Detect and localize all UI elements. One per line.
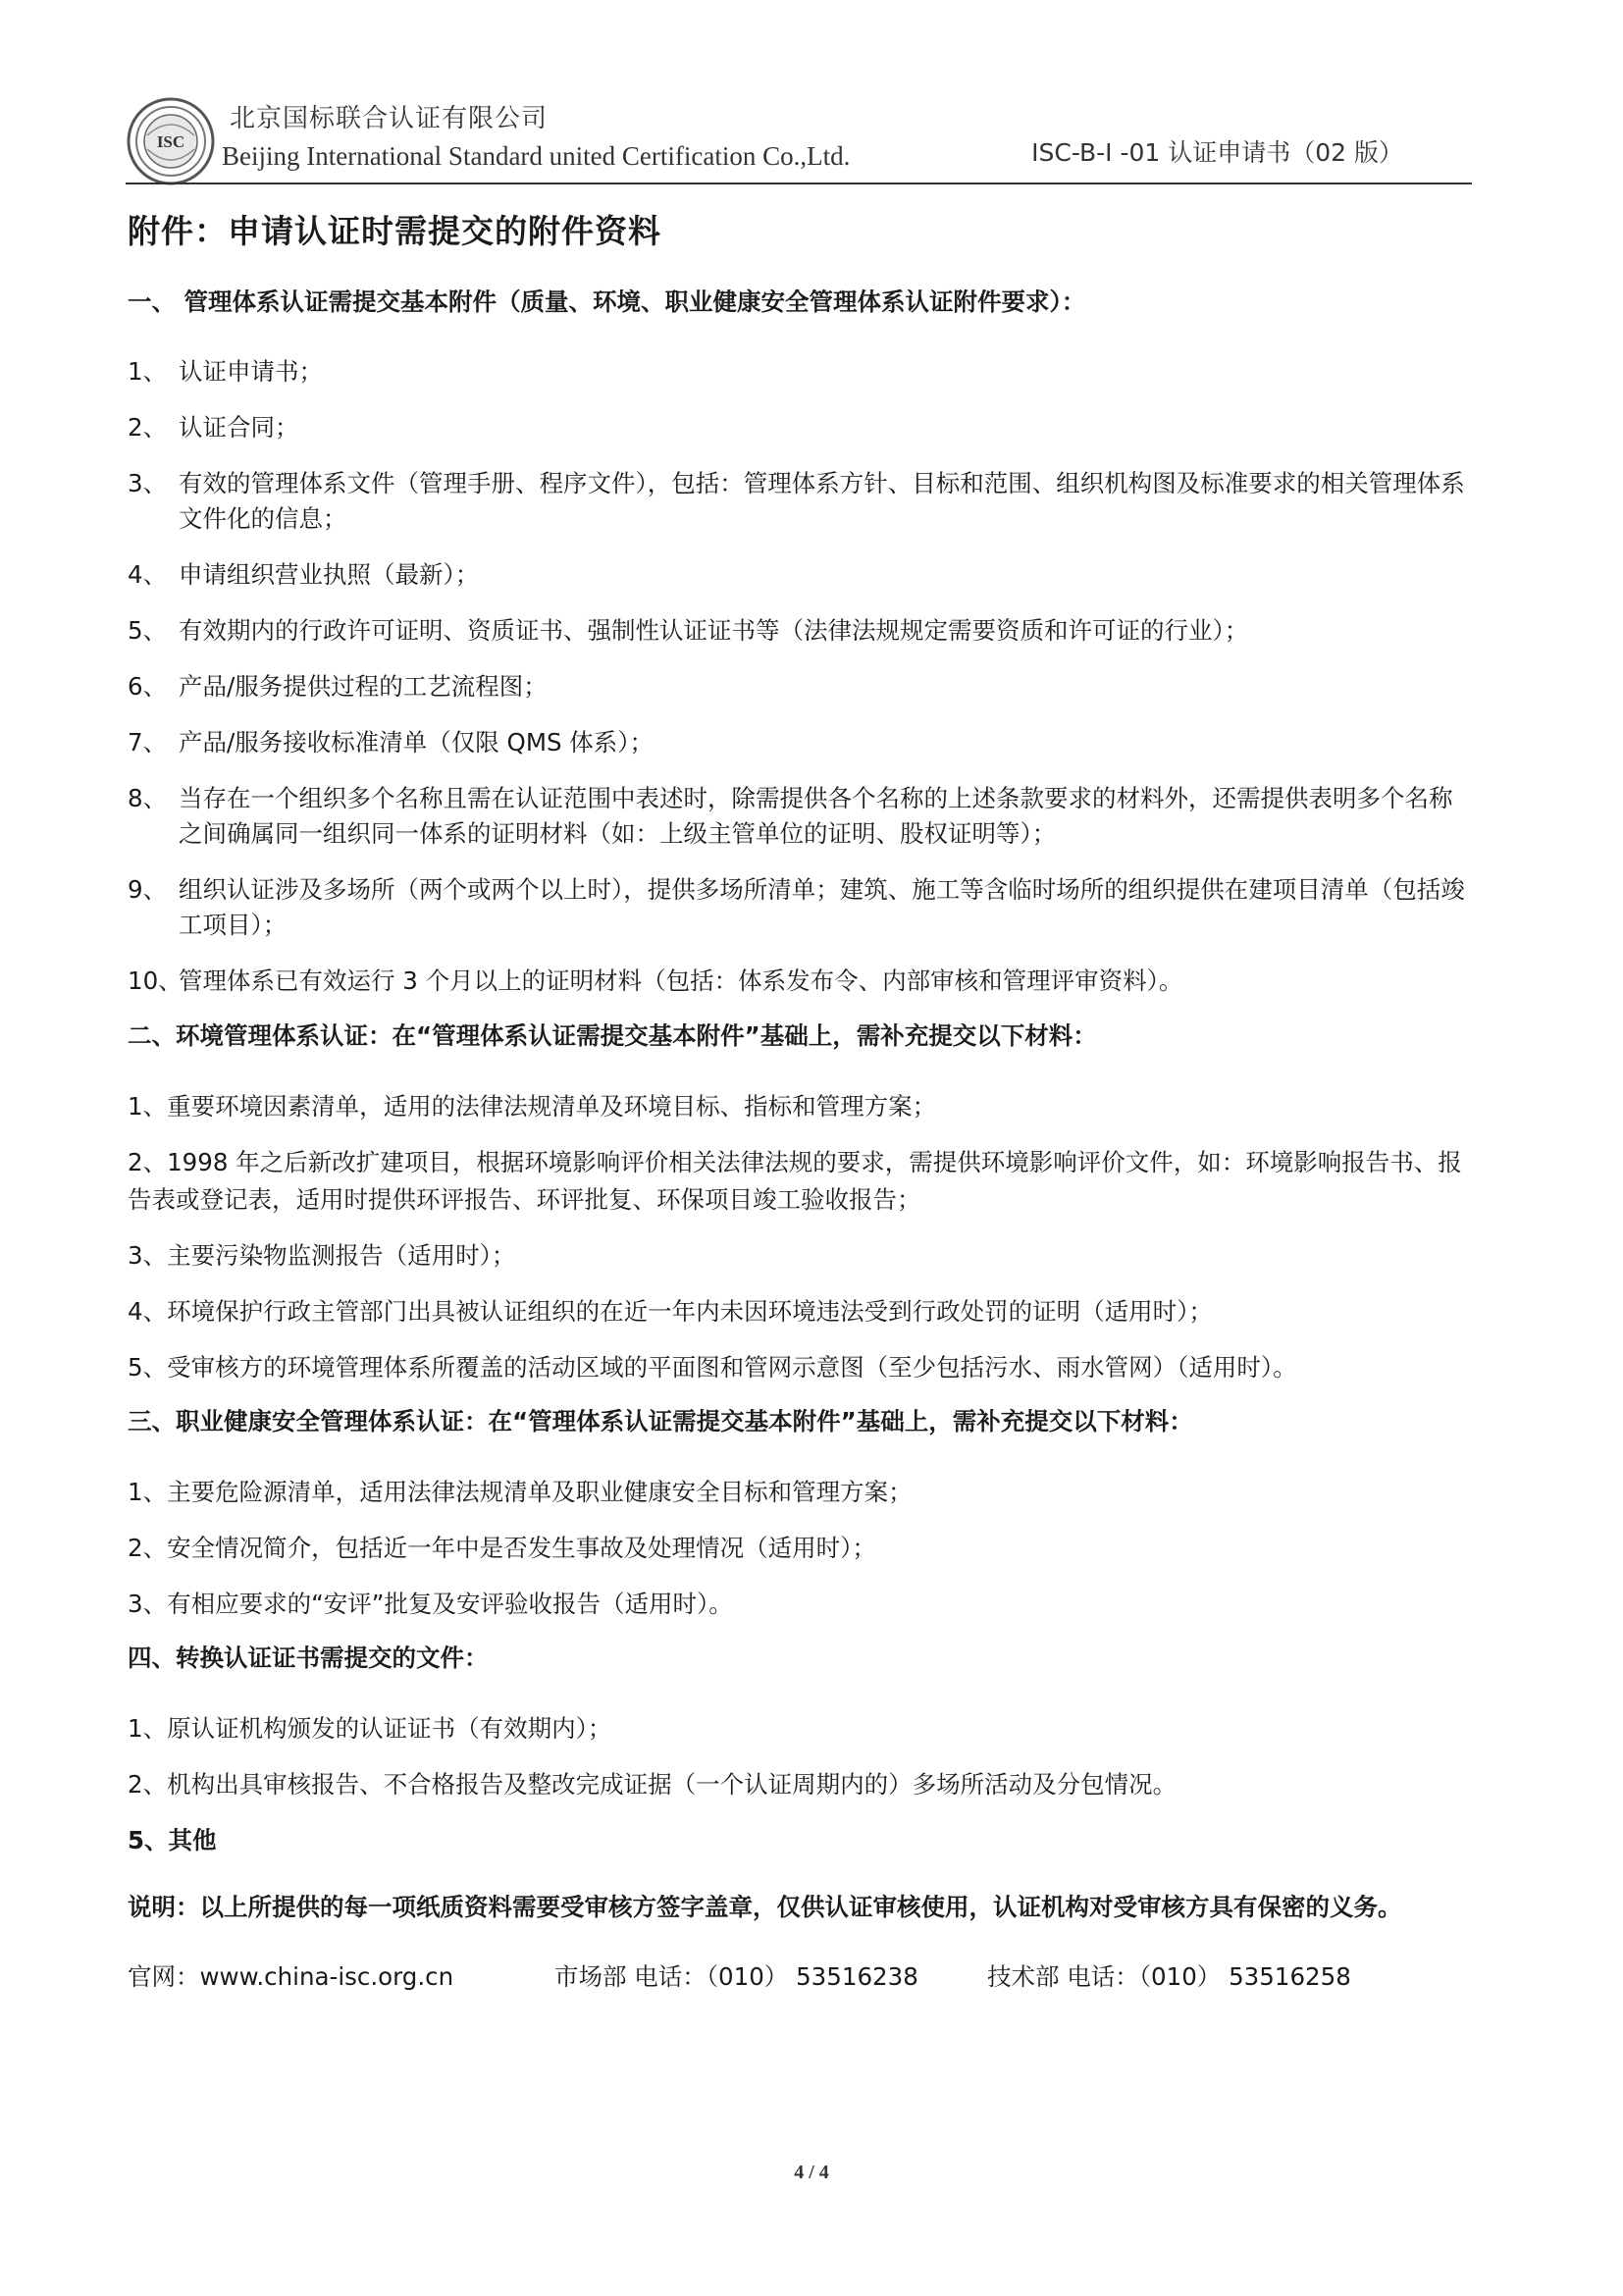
section-1-item [128, 466, 1472, 537]
header-divider [126, 183, 1472, 184]
section-2-item: 5、受审核方的环境管理体系所覆盖的活动区域的平面图和管网示意图（至少包括污水、雨水管网）（适用时）。 [128, 1353, 1297, 1382]
item-text: 有效期内的行政许可证明、资质证书、强制性认证证书等（法律法规规定需要资质和许可证的行业）； [179, 616, 1249, 645]
section-1-item [128, 781, 1472, 852]
item-number: 4、 [128, 560, 168, 589]
company-name-english: Beijing International Standard united Certification Co.,Ltd. [222, 141, 851, 171]
section-3-item: 1、主要危险源清单，适用法律法规清单及职业健康安全目标和管理方案； [128, 1478, 913, 1506]
item-number: 7、 [128, 728, 168, 757]
item-text: 认证申请书； [179, 357, 323, 386]
item-text: 申请组织营业执照（最新）； [179, 560, 480, 589]
item-number: 3、 [128, 469, 168, 497]
section-1-item [128, 725, 1472, 760]
section-3-item: 3、有相应要求的“安评”批复及安评验收报告（适用时）。 [128, 1590, 733, 1618]
company-name-chinese: 北京国标联合认证有限公司 [230, 104, 549, 133]
item-number: 8、 [128, 784, 168, 812]
page-number: 4 / 4 [794, 2162, 829, 2183]
item-number: 5、 [128, 616, 168, 645]
item-number: 2、 [128, 413, 168, 442]
section-2-item: 1、重要环境因素清单，适用的法律法规清单及环境目标、指标和管理方案； [128, 1092, 937, 1121]
tech-dept-phone: 技术部 电话：（010） 53516258 [987, 1962, 1351, 1991]
item-text: 管理体系已有效运行 3 个月以上的证明材料（包括：体系发布令、内部审核和管理评审资料）。 [179, 966, 1183, 995]
section-1-item [128, 964, 1472, 999]
section-3-item: 2、安全情况简介，包括近一年中是否发生事故及处理情况（适用时）； [128, 1534, 876, 1562]
section-4-item: 1、原认证机构颁发的认证证书（有效期内）； [128, 1714, 612, 1743]
section-2-heading: 二、环境管理体系认证：在“管理体系认证需提交基本附件”基础上，需补充提交以下材料： [128, 1021, 1097, 1050]
svg-text:ISC: ISC [156, 132, 185, 151]
item-text: 产品/服务提供过程的工艺流程图； [179, 672, 548, 701]
other-item: 5、其他 [128, 1826, 217, 1854]
item-text: 认证合同； [179, 413, 299, 442]
document-code: ISC-B-I -01 认证申请书（02 版） [1031, 138, 1403, 167]
section-1-heading: 一、 管理体系认证需提交基本附件（质量、环境、职业健康安全管理体系认证附件要求）： [128, 287, 1086, 316]
item-number: 6、 [128, 672, 168, 701]
contact-line [128, 1958, 1472, 1998]
item-text: 产品/服务接收标准清单（仅限 QMS 体系）； [179, 728, 654, 757]
item-text: 当存在一个组织多个名称且需在认证范围中表述时，除需提供各个名称的上述条款要求的材料外，还需提供表明多个名称之间确属同一组织同一体系的证明材料（如：上级主管单位的证明、股权证明等）； [179, 784, 1453, 848]
website-text: 官网：www.china-isc.org.cn [128, 1962, 454, 1991]
explanatory-note: 说明：以上所提供的每一项纸质资料需要受审核方签字盖章，仅供认证审核使用，认证机构对受审核方具有保密的义务。 [128, 1893, 1402, 1921]
item-number: 10、 [128, 966, 183, 995]
section-1-item [128, 354, 1472, 390]
isc-logo [126, 96, 216, 186]
section-4-heading: 四、转换认证证书需提交的文件： [128, 1644, 489, 1672]
section-2-item: 2、1998 年之后新改扩建项目，根据环境影响评价相关法律法规的要求，需提供环境影响评价文件，如：环境影响报告书、报告表或登记表，适用时提供环评报告、环评批复、环保项目竣工验收报告； [128, 1148, 1462, 1214]
section-2-item: 4、环境保护行政主管部门出具被认证组织的在近一年内未因环境违法受到行政处罚的证明（适用时）； [128, 1297, 1213, 1326]
page-header [126, 90, 1472, 184]
section-1-item [128, 557, 1472, 593]
section-1-item [128, 872, 1472, 943]
section-3-heading: 三、职业健康安全管理体系认证：在“管理体系认证需提交基本附件”基础上，需补充提交以下材料： [128, 1407, 1193, 1435]
section-1-item [128, 669, 1472, 704]
section-2-item: 3、主要污染物监测报告（适用时）； [128, 1241, 516, 1270]
document-body [128, 206, 1472, 1998]
item-number: 9、 [128, 875, 168, 904]
section-4-item: 2、机构出具审核报告、不合格报告及整改完成证据（一个认证周期内的）多场所活动及分包情况。 [128, 1770, 1178, 1799]
item-text: 有效的管理体系文件（管理手册、程序文件），包括：管理体系方针、目标和范围、组织机构图及标准要求的相关管理体系文件化的信息； [179, 469, 1465, 533]
section-1-item [128, 613, 1472, 649]
item-number: 1、 [128, 357, 168, 386]
section-1-item [128, 410, 1472, 445]
document-title: 附件：申请认证时需提交的附件资料 [128, 212, 661, 250]
market-dept-phone: 市场部 电话：（010） 53516238 [554, 1962, 918, 1991]
item-text: 组织认证涉及多场所（两个或两个以上时），提供多场所清单；建筑、施工等含临时场所的组织提供在建项目清单（包括竣工项目）； [179, 875, 1465, 939]
